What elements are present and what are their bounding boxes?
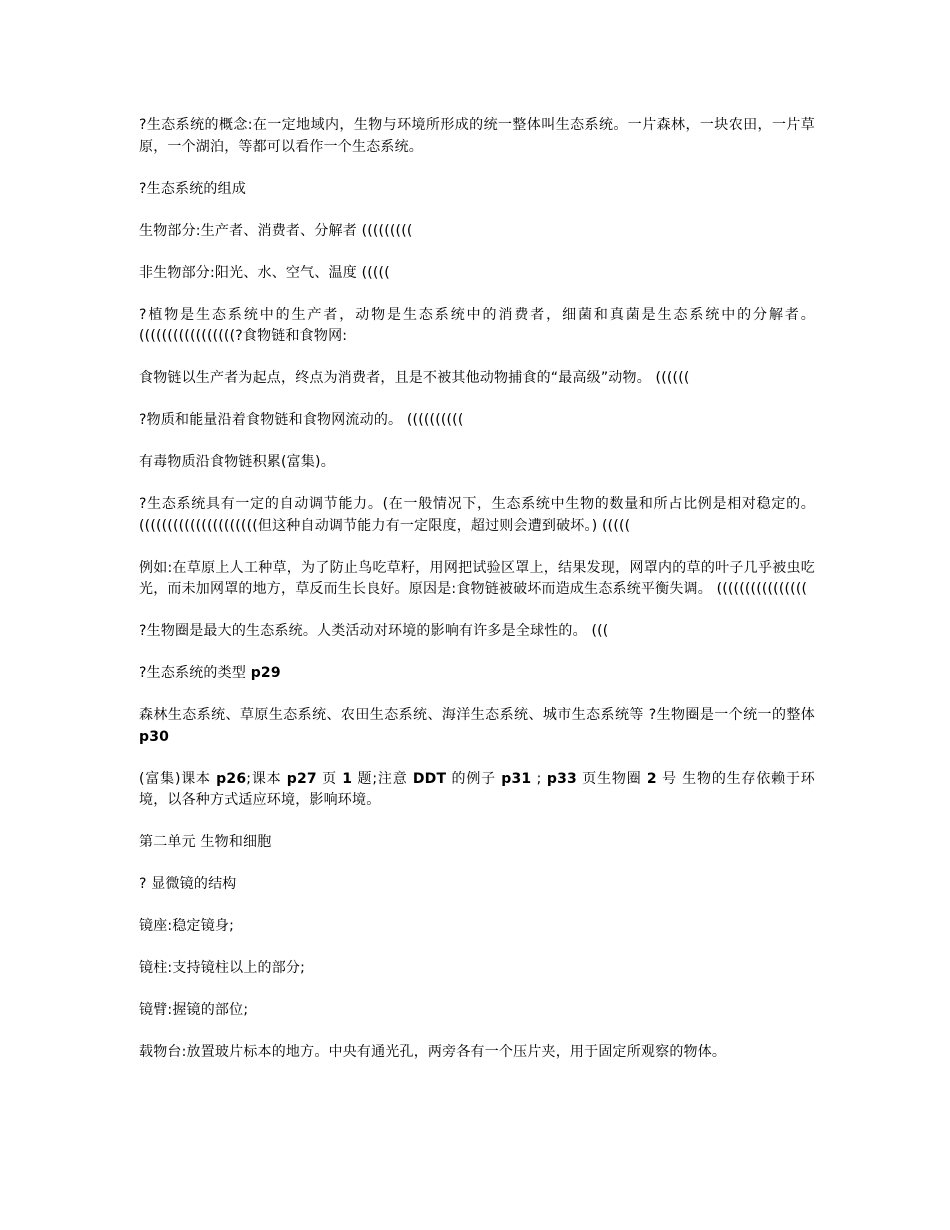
paragraph-ecosystem-concept: ?生态系统的概念:在一定地域内，生物与环境所形成的统一整体叫生态系统。一片森林，一块农田，一片草原，一个湖泊，等都可以看作一个生态系统。 xyxy=(139,117,815,155)
paragraph-biotic-part: 生物部分:生产者、消费者、分解者 ((((((((( xyxy=(139,222,413,239)
paragraph-energy-flow: ?物质和能量沿着食物链和食物网流动的。 (((((((((( xyxy=(139,412,464,428)
paragraph-microscope-structure: ? 显微镜的结构 xyxy=(139,876,237,892)
paragraph-producers-consumers: ?植物是生态系统中的生产者，动物是生态系统中的消费者，细菌和真菌是生态系统中的分解者。(((((((((((((((((?食物链和食物网: xyxy=(139,306,815,344)
paragraph-unit-two-heading: 第二单元 生物和细胞 xyxy=(139,834,272,850)
paragraph-biosphere: ?生物圈是最大的生态系统。人类活动对环境的影响有许多是全球性的。 ((( xyxy=(139,623,609,639)
paragraph-toxic-accumulation: 有毒物质沿食物链积累(富集)。 xyxy=(139,454,335,470)
paragraph-grassland-example: 例如:在草原上人工种草，为了防止鸟吃草籽，用网把试验区罩上，结果发现，网罩内的草的叶子几乎被虫吃光，而未加网罩的地方，草反而生长良好。原因是:食物链被破坏而造成生态系统平衡失调。 (((((((((((((((( xyxy=(139,559,815,597)
paragraph-microscope-arm: 镜臂:握镜的部位; xyxy=(139,1002,249,1018)
paragraph-abiotic-part: 非生物部分:阳光、水、空气、温度 ((((( xyxy=(139,264,390,281)
paragraph-food-chain: 食物链以生产者为起点，终点为消费者，且是不被其他动物捕食的“最高级”动物。 (((((( xyxy=(139,370,690,386)
paragraph-textbook-references: (富集)课本 p26;课本 p27 页 1 题;注意 DDT 的例子 p31 ; p33 页生物圈 2 号 生物的生存依赖于环境，以各种方式适应环境，影响环境。 xyxy=(139,770,815,808)
paragraph-ecosystem-composition: ?生态系统的组成 xyxy=(139,180,247,197)
paragraph-ecosystem-types: ?生态系统的类型 p29 xyxy=(139,665,281,681)
document-body xyxy=(139,115,815,1084)
paragraph-ecosystem-list: 森林生态系统、草原生态系统、农田生态系统、海洋生态系统、城市生态系统等 ?生物圈是一个统一的整体 p30 xyxy=(139,707,815,745)
paragraph-microscope-base: 镜座:稳定镜身; xyxy=(139,918,235,934)
paragraph-self-regulation: ?生态系统具有一定的自动调节能力。(在一般情况下，生态系统中生物的数量和所占比例是相对稳定的。(((((((((((((((((((((但这种自动调节能力有一定限度，超过则会遭到破坏。) ((((( xyxy=(139,496,815,534)
paragraph-microscope-stage: 载物台:放置玻片标本的地方。中央有通光孔，两旁各有一个压片夹，用于固定所观察的物体。 xyxy=(139,1044,727,1060)
paragraph-microscope-pillar: 镜柱:支持镜柱以上的部分; xyxy=(139,960,306,976)
